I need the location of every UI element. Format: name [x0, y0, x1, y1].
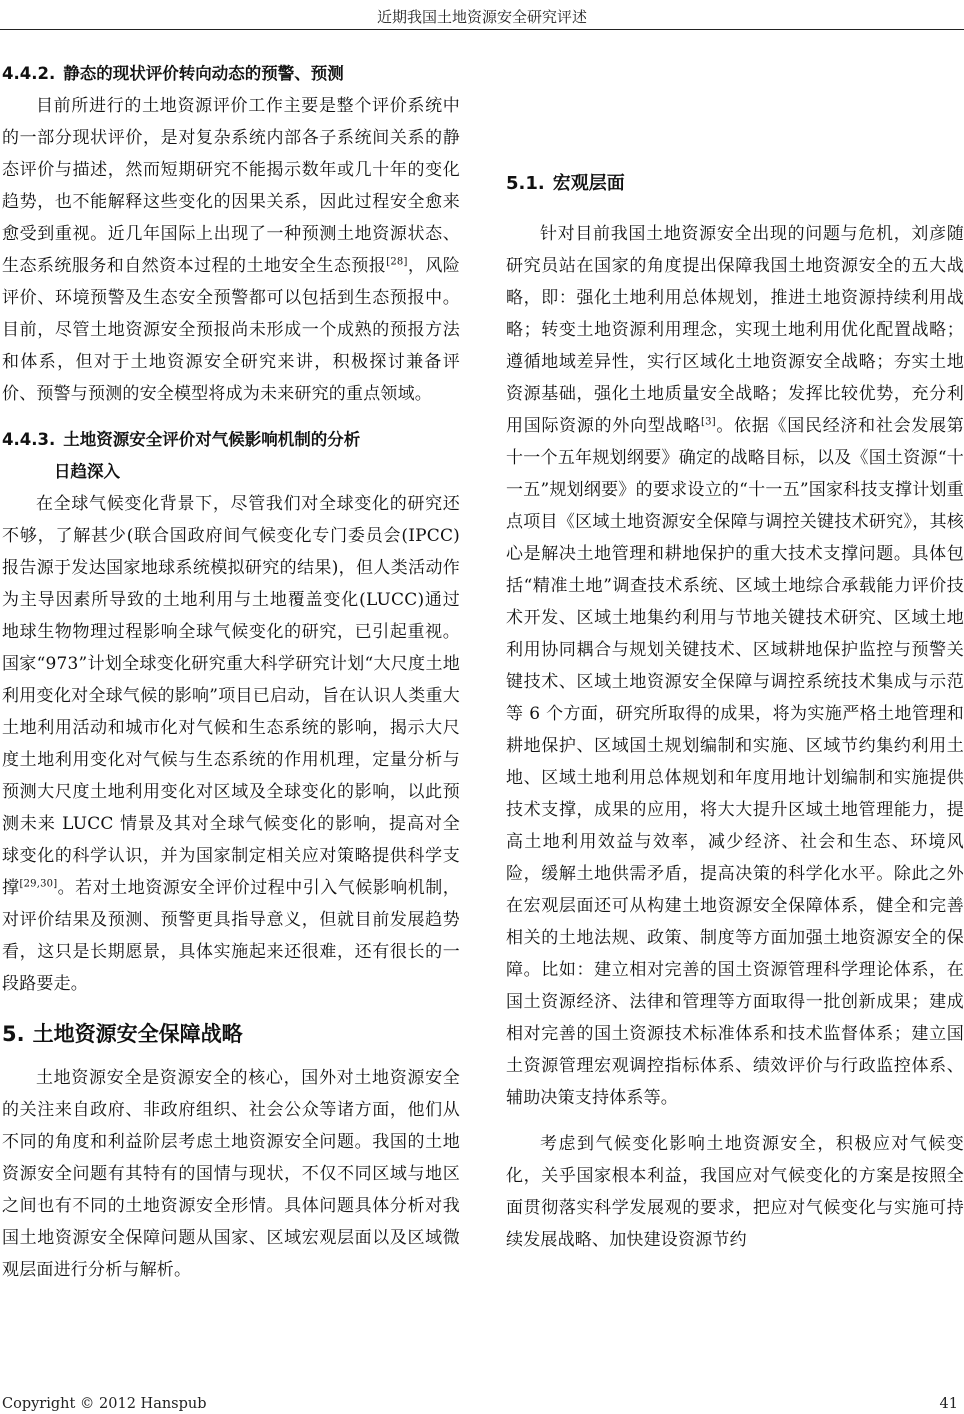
- section-number: 5.1.: [506, 173, 545, 194]
- section-number: 4.4.2.: [2, 64, 56, 83]
- paragraph-text: 目前所进行的土地资源评价工作主要是整个评价系统中的一部分现状评价，是对复杂系统内部各子系统间关系的静态评价与描述，然而短期研究不能揭示数年或几十年的变化趋势，也不能解释这些变化的因果关系，因此过程安全愈来愈受到重视。近几年国际上出现了一种预测土地资源状态、生态系统服务和自然资本过程的土地安全生态预报: [2, 96, 460, 276]
- section-title: 土地资源安全保障战略: [32, 1022, 243, 1046]
- footer-page-number: 41: [939, 1396, 958, 1412]
- section-5-paragraph: 土地资源安全是资源安全的核心，国外对土地资源安全的关注来自政府、非政府组织、社会公众等诸方面，他们从不同的角度和利益阶层考虑土地资源安全问题。我国的土地资源安全问题有其特有的国情与现状，不仅不同区域与地区之间也有不同的土地资源安全形情。具体问题具体分析对我国土地资源安全保障问题从国家、区域宏观层面以及区域微观层面进行分析与解析。: [2, 1068, 460, 1280]
- section-5-1-heading: [506, 168, 964, 200]
- right-column: [506, 58, 964, 1256]
- paragraph-text: 。依据《国民经济和社会发展第十一个五年规划纲要》确定的战略目标，以及《国土资源“十一五”规划纲要》的要求设立的“十一五”国家科技支撑计划重点项目《区域土地资源安全保障与调控关键技术研究》，其核心是解决土地管理和耕地保护的重大技术支撑问题。具体包括“精准土地”调查技术系统、区域土地综合承载能力评价技术开发、区域土地集约利用与节地关键技术研究、区域土地利用协同耦合与规划关键技术、区域耕地保护监控与预警关键技术、区域土地资源安全保障与调控系统技术集成与示范等 6 个方面，研究所取得的成果，将为实施严格土地管理和耕地保护、区域国土规划编制和实施、区域节约集约利用土地、区域土地利用总体规划和年度用地计划编制和实施提供技术支撑，成果的应用，将大大提升区域土地管理能力，提高土地利用效益与效率，减少经济、社会和生态、环境风险，缓解土地供需矛盾，提高决策的科学化水平。除此之外在宏观层面还可从构建土地资源安全保障体系，健全和完善相关的土地法规、政策、制度等方面加强土地资源安全的保障。比如：建立相对完善的国土资源管理科学理论体系，在国土资源经济、法律和管理等方面取得一批创新成果；建成相对完善的国土资源技术标准体系和技术监督体系；建立国土资源管理宏观调控指标体系、绩效评价与行政监控体系、辅助决策支持体系等。: [506, 416, 964, 1108]
- citation: [29,30]: [19, 878, 58, 890]
- header-rule: [0, 29, 964, 30]
- footer-copyright: Copyright © 2012 Hanspub: [2, 1396, 207, 1412]
- section-5-heading: [2, 1014, 460, 1054]
- left-column: [2, 58, 460, 1286]
- section-title-line-1: 土地资源安全评价对气候影响机制的分析: [63, 430, 361, 449]
- section-title-line-2: 日趋深入: [54, 462, 120, 481]
- section-5-1-paragraph-2: 考虑到气候变化影响土地资源安全，积极应对气候变化，关乎国家根本利益，我国应对气候变化的方案是按照全面贯彻落实科学发展观的要求，把应对气候变化与实施可持续发展战略、加快建设资源节约: [506, 1134, 964, 1250]
- section-5-1-paragraph-1: [506, 218, 964, 1114]
- section-4-4-2-paragraph: [2, 90, 460, 410]
- citation: [3]: [701, 416, 716, 428]
- section-title: 宏观层面: [552, 173, 625, 194]
- paragraph-text: ，风险评价、环境预警及生态安全预警都可以包括到生态预报中。目前，尽管土地资源安全预报尚未形成一个成熟的预报方法和体系，但对于土地资源安全研究来讲，积极探讨兼备评价、预警与预测的安全模型将成为未来研究的重点领域。: [2, 256, 460, 404]
- section-number: 4.4.3.: [2, 430, 56, 449]
- section-4-4-2-heading: [2, 58, 460, 90]
- paragraph-text: 针对目前我国土地资源安全出现的问题与危机，刘彦随研究员站在国家的角度提出保障我国土地资源安全的五大战略，即：强化土地利用总体规划，推进土地资源持续利用战略；转变土地资源利用理念，实现土地利用优化配置战略；遵循地域差异性，实行区域化土地资源安全战略；夯实土地资源基础，强化土地质量安全战略；发挥比较优势，充分利用国际资源的外向型战略: [506, 224, 964, 436]
- citation: [28]: [386, 256, 408, 268]
- running-title: 近期我国土地资源安全研究评述: [376, 8, 587, 26]
- paragraph-text: 。若对土地资源安全评价过程中引入气候影响机制，对评价结果及预测、预警更具指导意义，但就目前发展趋势看，这只是长期愿景，具体实施起来还很难，还有很长的一段路要走。: [2, 878, 460, 994]
- section-4-4-3-heading: [2, 424, 460, 488]
- section-number: 5.: [2, 1022, 25, 1046]
- paragraph-text: 在全球气候变化背景下，尽管我们对全球变化的研究还不够，了解甚少(联合国政府间气候变化专门委员会(IPCC)报告源于发达国家地球系统模拟研究的结果)，但人类活动作为主导因素所导致的土地利用与土地覆盖变化(LUCC)通过地球生物物理过程影响全球气候变化的研究，已引起重视。国家“973”计划全球变化研究重大科学研究计划“大尺度土地利用变化对全球气候的影响”项目已启动，旨在认识人类重大土地利用活动和城市化对气候和生态系统的影响，揭示大尺度土地利用变化对气候与生态系统的作用机理，定量分析与预测大尺度土地利用变化对区域及全球变化的影响，以此预测未来 LUCC 情景及其对全球气候变化的影响，提高对全球变化的科学认识，并为国家制定相关应对策略提供科学支撑: [2, 494, 460, 898]
- section-title: 静态的现状评价转向动态的预警、预测: [63, 64, 344, 83]
- section-4-4-3-paragraph: [2, 488, 460, 1000]
